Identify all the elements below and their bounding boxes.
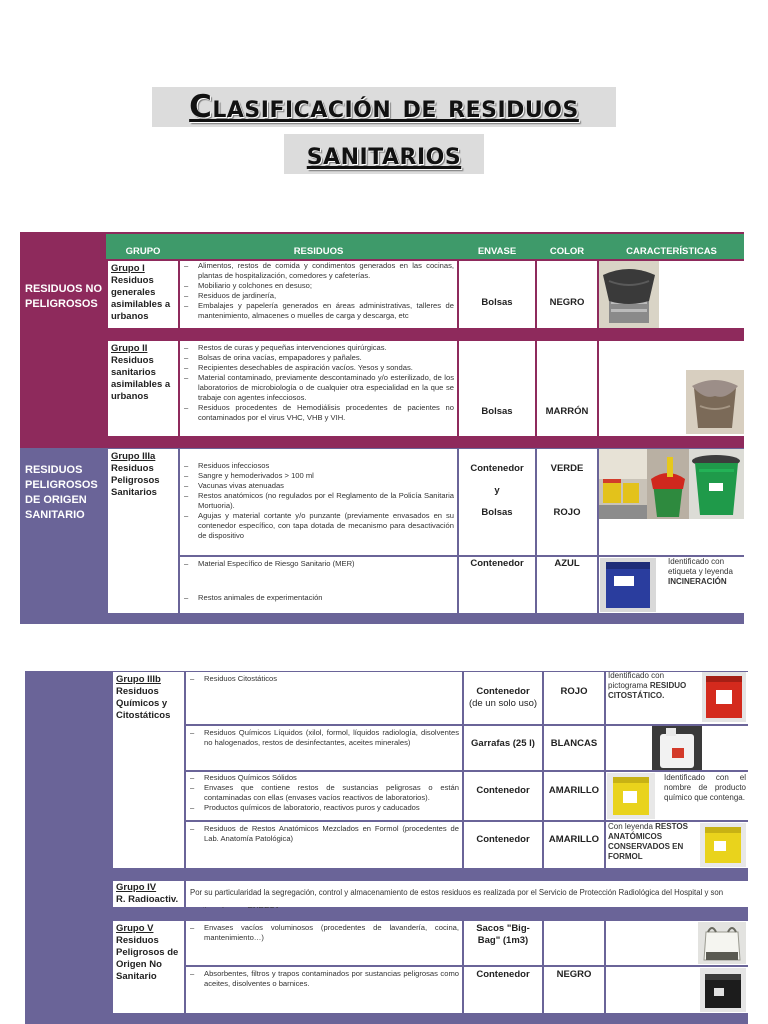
g4-group-cell xyxy=(113,881,184,907)
g3a-mer-note xyxy=(668,557,742,587)
header-grupo: GRUPO xyxy=(125,246,161,257)
g3b-r2-color: BLANCAS xyxy=(550,738,598,749)
g3b-r1-envase-sub: (de un solo uso) xyxy=(468,698,538,709)
g3a-envase-cell xyxy=(459,449,535,555)
g3a-envase-1: Contenedor xyxy=(470,463,524,474)
g3b-r1-envase: Contenedor xyxy=(476,686,530,697)
g5-r1-envase-cell xyxy=(464,921,542,965)
g2-group-cell xyxy=(108,341,178,436)
g3a-mer-note-bold: INCINERACIÓN xyxy=(668,577,727,586)
g1-desc: Residuos generales asimilables a urbanos xyxy=(111,275,171,322)
g3a-item: – Sangre y hemoderivados > 100 ml xyxy=(180,471,454,481)
g2-envase: Bolsas xyxy=(481,406,513,417)
g3b-r4-color: AMARILLO xyxy=(548,834,600,845)
g3b-r1-color-cell xyxy=(544,672,604,724)
g5-r1-envase: Sacos "Big-Bag" (1m3) xyxy=(476,923,530,946)
g3b-r3-item: – Productos químicos de laboratorio, reactivos puros y caducados xyxy=(186,803,459,813)
g3a-envase-2: Bolsas xyxy=(481,507,513,518)
g3a-name: Grupo IIIa xyxy=(111,451,156,462)
g5-r2-color: NEGRO xyxy=(556,969,592,980)
g5-r1-item: – Envases vacíos voluminosos (procedentes de lavandería, cocina, mantenimiento…) xyxy=(186,923,459,943)
g1-color: NEGRO xyxy=(549,297,585,308)
g3a-color-2: ROJO xyxy=(553,507,581,518)
g3a-item: – Restos anatómicos (no regulados por el Reglamento de la Policía Sanitaria Mortuoria). xyxy=(180,491,454,511)
g3b-r3-note: Identificado con el nombre de producto químico que contenga. xyxy=(664,773,746,802)
g3b-r4-envase: Contenedor xyxy=(476,834,530,845)
g5-r2-residuos-cell xyxy=(186,967,462,1013)
g2-color-cell xyxy=(537,341,597,436)
g3a-mer-residuos-cell xyxy=(180,557,457,613)
g3b-r1-residuos-cell xyxy=(186,672,462,724)
separator-band xyxy=(106,330,744,341)
separator-band xyxy=(106,614,744,624)
g3b-r2-envase: Garrafas (25 l) xyxy=(471,738,535,749)
g3b-r3-item: – Envases que contiene restos de sustancias peligrosas o están contaminadas con ellas (envases vacíos reactivos de laboratorios). xyxy=(186,783,459,803)
g3b-desc: Residuos Químicos y Citostáticos xyxy=(116,686,171,721)
page-title-line-1: Clasificación de residuos xyxy=(152,87,616,127)
g2-desc: Residuos sanitarios asimilables a urbanos xyxy=(111,355,171,402)
header-caracteristicas: CARACTERÍSTICAS xyxy=(626,246,717,257)
g3b-r2-envase-cell xyxy=(464,726,542,770)
header-color: COLOR xyxy=(549,246,585,257)
page-title-line-2: sanitarios xyxy=(284,134,484,174)
g3a-mer-color-cell xyxy=(537,557,597,613)
g3a-residuos-cell xyxy=(180,449,457,555)
g3b-r4-item: – Residuos de Restos Anatómicos Mezclados en Formol (procedentes de Lab. Anatomía Patológica) xyxy=(186,824,459,844)
white-jerrycan-image xyxy=(652,726,702,770)
g1-residuos-cell xyxy=(180,261,457,328)
header-envase: ENVASE xyxy=(477,246,517,257)
g4-name: Grupo IV xyxy=(116,882,157,893)
g2-item: – Recipientes desechables de aspiración vacíos. Yesos y sondas. xyxy=(180,363,454,373)
g5-r2-color-cell xyxy=(544,967,604,1013)
g2-item: – Residuos procedentes de Hemodiálisis procedentes de pacientes no contaminados por el virus VHC, VHB y VIH. xyxy=(180,403,454,423)
g3a-mer-envase-cell xyxy=(459,557,535,613)
g3b-group-cell xyxy=(113,672,184,868)
g3b-r3-residuos-cell xyxy=(186,772,462,820)
red-cytostatic-container-image xyxy=(702,672,746,722)
g3a-group-cell xyxy=(108,449,178,613)
g3a-mer-item: – Material Específico de Riesgo Sanitario (MER) xyxy=(180,559,454,569)
g3b-r3-color-cell xyxy=(544,772,604,820)
g1-name: Grupo I xyxy=(111,263,145,274)
g5-desc: Residuos Peligrosos de Origen No Sanitario xyxy=(116,935,179,982)
blue-container-image xyxy=(600,558,656,612)
g1-item: – Residuos de jardinería, xyxy=(180,291,454,301)
g3b-r1-envase-cell xyxy=(464,672,542,724)
g4-desc: R. Radioactiv. xyxy=(116,894,179,905)
brown-bag-bin-image xyxy=(686,370,744,434)
separator-band xyxy=(106,437,744,448)
g3b-r4-note-text: Con leyenda xyxy=(608,822,653,831)
g3b-r1-note-bold: RESIDUO CITOSTÁTICO. xyxy=(608,681,687,700)
g1-item: – Embalajes y papelería generados en áreas administrativas, talleres de mantenimiento, almacenes o muelles de carga y descarga, etc xyxy=(180,301,454,321)
g3a-mer-color: AZUL xyxy=(554,558,580,569)
g5-r2-envase: Contenedor xyxy=(476,969,530,980)
g3b-r2-item: – Residuos Químicos Líquidos (xilol, formol, líquidos radiología, disolventes no halogenados, restos de desinfectantes, aceites minerales) xyxy=(186,728,459,748)
yellow-container-image xyxy=(607,773,655,819)
g3a-envase-y: y xyxy=(494,485,500,496)
g3a-color-cell xyxy=(537,449,597,555)
g3b-r1-note-text: Identificado con pictograma xyxy=(608,671,665,690)
header-residuos: RESIDUOS xyxy=(293,246,344,257)
green-bin-image xyxy=(689,449,744,519)
g3b-r3-envase-cell xyxy=(464,772,542,820)
black-bag-bin-image xyxy=(599,261,659,328)
g3b-r4-envase-cell xyxy=(464,822,542,868)
g5-name: Grupo V xyxy=(116,923,154,934)
g1-envase: Bolsas xyxy=(481,297,513,308)
g3a-mer-item: – Restos animales de experimentación xyxy=(180,593,454,603)
g1-item: – Alimentos, restos de comida y condimentos generados en las cocinas, plantas de hospitalización, comedores y cafeterías. xyxy=(180,261,454,281)
g3b-r3-item: – Residuos Químicos Sólidos xyxy=(186,773,459,783)
black-container-image xyxy=(700,968,746,1012)
g1-color-cell xyxy=(537,261,597,328)
g1-envase-cell xyxy=(459,261,535,328)
g2-item: – Bolsas de orina vacías, empapadores y pañales. xyxy=(180,353,454,363)
g3b-r1-item: – Residuos Citostáticos xyxy=(186,674,459,684)
g4-text: Por su particularidad la segregación, control y almacenamiento de estos residuos es realizada por el Servicio de Protección Radiológica del Hospital y son xyxy=(190,888,724,897)
section-label-no-peligrosos: RESIDUOS NO PELIGROSOS xyxy=(25,283,103,310)
g3b-name: Grupo IIIb xyxy=(116,674,161,685)
red-bag-bin-image xyxy=(647,449,689,519)
g2-name: Grupo II xyxy=(111,343,148,354)
g3b-r3-envase: Contenedor xyxy=(476,785,530,796)
big-bag-image xyxy=(698,922,746,964)
g3b-r2-residuos-cell xyxy=(186,726,462,770)
separator-band xyxy=(110,908,748,920)
g5-group-cell xyxy=(113,921,184,1013)
g3a-color-1: VERDE xyxy=(550,463,584,474)
g3b-r2-color-cell xyxy=(544,726,604,770)
yellow-formol-container-image xyxy=(700,823,746,867)
g3b-r4-note-bold: RESTOS ANATÓMICOS CONSERVADOS EN FORMOL xyxy=(608,822,688,861)
g2-envase-cell xyxy=(459,341,535,436)
g3b-r1-note xyxy=(608,671,698,701)
g3b-r1-color: ROJO xyxy=(560,686,588,697)
g3b-r3-color: AMARILLO xyxy=(548,785,600,796)
sharps-containers-image xyxy=(599,449,647,519)
g1-group-cell xyxy=(108,261,178,328)
g2-item: – Material contaminado, previamente descontaminado y/o esterilizado, de los laboratorios de microbiología o de cualquier otra especialidad en la que se trabaje con agentes infecciosos. xyxy=(180,373,454,403)
g1-item: – Mobiliario y colchones en desuso; xyxy=(180,281,454,291)
g2-residuos-cell xyxy=(180,341,457,436)
g3a-item: – Agujas y material cortante y/o punzante (previamente envasados en su contenedor específico, con tapa dotada de mecanismo para desactivación de dispositivo xyxy=(180,511,454,541)
separator-band xyxy=(110,869,748,880)
g3a-item: – Residuos infecciosos xyxy=(180,461,454,471)
g5-r1-residuos-cell xyxy=(186,921,462,965)
g3b-r4-residuos-cell xyxy=(186,822,462,868)
g3b-r4-note xyxy=(608,822,698,862)
g3a-mer-note-text: Identificado con etiqueta y leyenda xyxy=(668,557,733,576)
section-label-peligrosos: RESIDUOS PELIGROSOS DE ORIGEN SANITARIO xyxy=(25,464,98,521)
g3a-mer-envase: Contenedor xyxy=(470,558,524,569)
g2-item: – Restos de curas y pequeñas intervenciones quirúrgicas. xyxy=(180,343,454,353)
g5-r1-color-cell xyxy=(544,921,604,965)
g3a-item: – Vacunas vivas atenuadas xyxy=(180,481,454,491)
g2-color: MARRÓN xyxy=(545,406,589,417)
g5-r2-item: – Absorbentes, filtros y trapos contaminados por sustancias peligrosas como aceites, disolventes o barnices. xyxy=(186,969,459,989)
g5-r2-envase-cell xyxy=(464,967,542,1013)
g3a-desc: Residuos Peligrosos Sanitarios xyxy=(111,463,160,498)
g3b-r4-color-cell xyxy=(544,822,604,868)
g4-text-cell xyxy=(186,881,748,907)
